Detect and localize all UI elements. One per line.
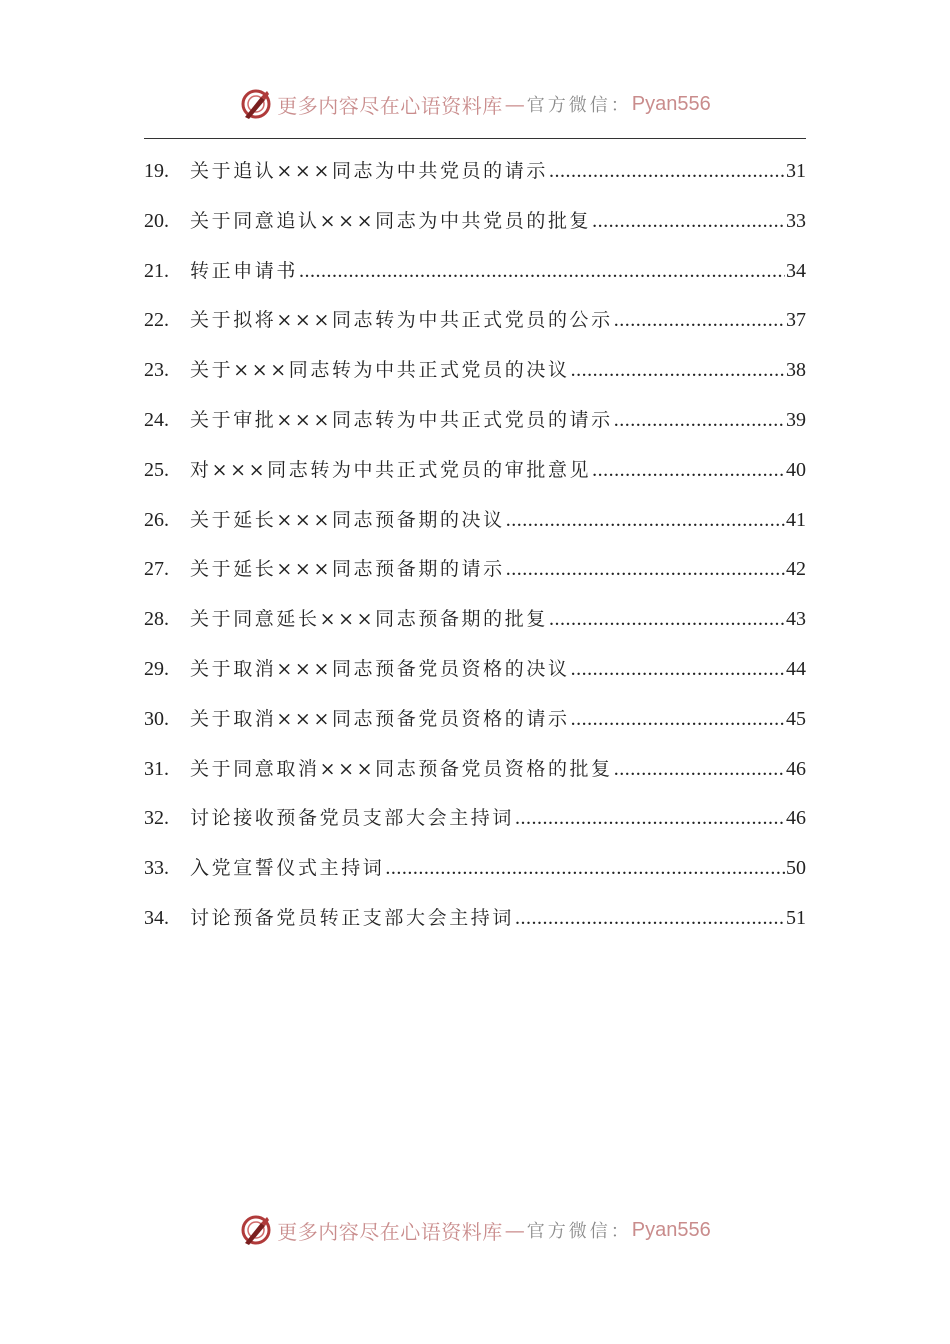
toc-entry-page-number: 42 (786, 558, 806, 581)
toc-entry-title: 关于×××同志转为中共正式党员的决议 (190, 359, 570, 382)
toc-entry[interactable] (144, 150, 806, 200)
toc-entry-number: 25. (144, 458, 169, 481)
toc-entry-number: 32. (144, 807, 169, 830)
toc-dot-leader (614, 299, 785, 341)
toc-entry-page-number: 37 (786, 309, 806, 332)
table-of-contents (144, 150, 806, 947)
toc-entry-number: 19. (144, 160, 169, 182)
toc-dot-leader (506, 499, 785, 541)
toc-entry[interactable] (144, 698, 806, 748)
toc-entry-number: 24. (144, 408, 169, 431)
toc-entry-number: 34. (144, 906, 169, 929)
toc-entry[interactable] (144, 598, 806, 648)
toc-entry[interactable] (144, 299, 806, 349)
toc-entry-number: 28. (144, 608, 169, 631)
toc-entry-page-number: 50 (786, 857, 806, 880)
toc-entry-title: 讨论预备党员转正支部大会主持词 (190, 906, 515, 929)
toc-entry-title: 关于延长×××同志预备期的决议 (190, 508, 505, 531)
toc-entry-number: 20. (144, 209, 169, 232)
toc-entry-page-number: 39 (786, 408, 806, 431)
toc-entry-title: 入党宣誓仪式主持词 (190, 857, 385, 880)
toc-entry-number: 29. (144, 657, 169, 680)
toc-dot-leader (592, 200, 785, 242)
toc-entry-title: 关于同意取消×××同志预备党员资格的批复 (190, 757, 613, 780)
toc-entry-title: 关于追认×××同志为中共党员的请示 (190, 160, 548, 182)
toc-entry[interactable] (144, 797, 806, 847)
toc-entry-page-number: 34 (786, 259, 806, 282)
toc-entry-title: 关于审批×××同志转为中共正式党员的请示 (190, 408, 613, 431)
toc-entry-number: 30. (144, 707, 169, 730)
toc-dot-leader (299, 250, 785, 292)
toc-entry-page-number: 40 (786, 458, 806, 481)
pen-logo-icon (239, 1213, 273, 1247)
toc-entry[interactable] (144, 250, 806, 300)
pen-logo-icon (239, 87, 273, 121)
toc-entry-title: 关于同意追认×××同志为中共党员的批复 (190, 209, 592, 232)
toc-entry-page-number: 31 (786, 160, 806, 182)
toc-entry[interactable] (144, 399, 806, 449)
toc-entry-page-number: 46 (786, 757, 806, 780)
toc-entry-page-number: 33 (786, 209, 806, 232)
banner-label-text: 官方微信： (526, 1221, 632, 1242)
toc-dot-leader (571, 648, 785, 690)
banner-dash: — (504, 92, 525, 116)
toc-entry[interactable] (144, 548, 806, 598)
toc-entry-title: 关于延长×××同志预备期的请示 (190, 558, 505, 581)
header-banner (0, 82, 950, 126)
toc-entry-page-number: 38 (786, 359, 806, 382)
toc-entry-title: 转正申请书 (190, 259, 299, 282)
toc-dot-leader (549, 598, 785, 640)
toc-entry-page-number: 51 (786, 906, 806, 929)
toc-entry-title: 关于取消×××同志预备党员资格的决议 (190, 657, 570, 680)
toc-entry[interactable] (144, 449, 806, 499)
toc-entry[interactable] (144, 648, 806, 698)
toc-entry[interactable] (144, 897, 806, 947)
toc-entry[interactable] (144, 499, 806, 549)
toc-entry-page-number: 41 (786, 508, 806, 531)
toc-entry-page-number: 46 (786, 807, 806, 830)
header-divider (144, 138, 806, 139)
banner-main-text: 更多内容尽在心语资料库 (277, 93, 503, 118)
footer-banner (0, 1208, 950, 1252)
banner-wechat-id: Pyan556 (631, 1218, 711, 1241)
toc-entry-title: 讨论接收预备党员支部大会主持词 (190, 807, 515, 830)
toc-dot-leader (614, 748, 785, 790)
toc-entry[interactable] (144, 748, 806, 798)
toc-entry-number: 27. (144, 558, 169, 581)
toc-entry-number: 26. (144, 508, 169, 531)
banner-wechat-id: Pyan556 (631, 92, 711, 115)
toc-dot-leader (506, 548, 785, 590)
toc-dot-leader (385, 847, 785, 889)
banner-label-text: 官方微信： (526, 95, 632, 116)
toc-entry[interactable] (144, 847, 806, 897)
toc-entry[interactable] (144, 200, 806, 250)
toc-dot-leader (515, 897, 785, 939)
toc-dot-leader (571, 349, 785, 391)
toc-entry[interactable] (144, 349, 806, 399)
toc-entry-page-number: 43 (786, 608, 806, 631)
toc-entry-title: 关于同意延长×××同志预备期的批复 (190, 608, 548, 631)
toc-entry-number: 31. (144, 757, 169, 780)
banner-main-text: 更多内容尽在心语资料库 (277, 1219, 503, 1244)
toc-entry-title: 关于拟将×××同志转为中共正式党员的公示 (190, 309, 613, 332)
toc-dot-leader (614, 399, 785, 441)
toc-dot-leader (571, 698, 785, 740)
toc-entry-page-number: 45 (786, 707, 806, 730)
toc-dot-leader (549, 150, 785, 192)
toc-entry-page-number: 44 (786, 657, 806, 680)
toc-entry-title: 对×××同志转为中共正式党员的审批意见 (190, 458, 592, 481)
toc-entry-number: 22. (144, 309, 169, 332)
toc-entry-number: 23. (144, 359, 169, 382)
banner-dash: — (504, 1218, 525, 1242)
toc-entry-number: 33. (144, 857, 169, 880)
toc-dot-leader (515, 797, 785, 839)
toc-dot-leader (592, 449, 785, 491)
toc-entry-number: 21. (144, 259, 169, 282)
toc-entry-title: 关于取消×××同志预备党员资格的请示 (190, 707, 570, 730)
